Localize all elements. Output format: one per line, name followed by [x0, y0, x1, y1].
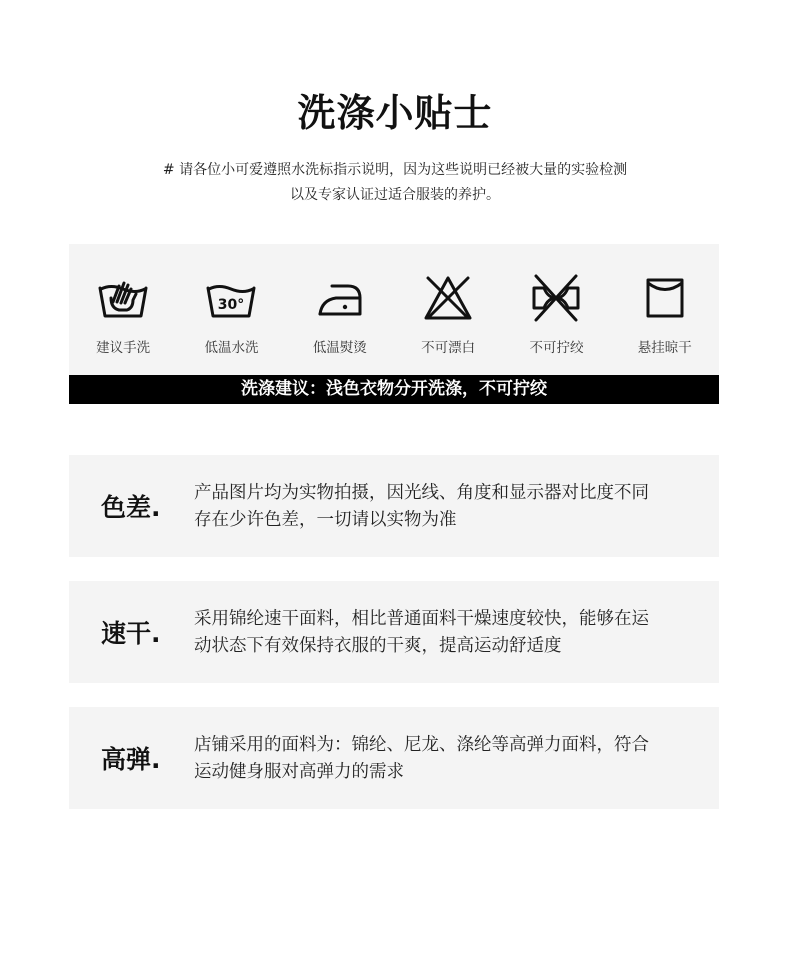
intro-line-1: # 请各位小可爱遵照水洗标指示说明，因为这些说明已经被大量的实验检测: [162, 162, 628, 178]
care-item-no-bleach: [394, 272, 502, 362]
note-text-line: 产品图片均为实物拍摄，因光线、角度和显示器对比度不同: [194, 483, 649, 503]
iron-low-icon: [314, 272, 366, 324]
note-card-quick-dry: [69, 581, 719, 683]
note-title: 高弹.: [101, 745, 161, 774]
care-item-hang-dry: [611, 272, 719, 362]
care-item-iron-low: [286, 272, 394, 362]
note-text: [194, 606, 714, 660]
note-text: [194, 480, 714, 534]
note-title: 色差.: [101, 493, 161, 522]
care-label: 不可拧绞: [529, 340, 584, 356]
care-symbols-row: [69, 272, 719, 362]
care-label: 建议手洗: [96, 340, 151, 356]
care-item-no-wring: [502, 272, 610, 362]
note-text: [194, 732, 714, 786]
note-text-line: 采用锦纶速干面料，相比普通面料干燥速度较快，能够在运: [194, 609, 649, 629]
washing-advice-bar: 洗涤建议：浅色衣物分开洗涤，不可拧绞: [69, 375, 719, 404]
care-item-hand-wash: [69, 272, 177, 362]
care-item-wash-30: [177, 272, 285, 362]
note-text-line: 店铺采用的面料为：锦纶、尼龙、涤纶等高弹力面料，符合: [194, 735, 649, 755]
note-title: 速干.: [101, 619, 161, 648]
page-title: 洗涤小贴士: [297, 91, 493, 135]
note-text-line: 存在少许色差，一切请以实物为准: [194, 510, 457, 530]
care-label: 不可漂白: [421, 340, 476, 356]
wash-30-icon: [205, 272, 257, 324]
care-label: 低温水洗: [204, 340, 259, 356]
wash-temperature-text: 30°: [218, 297, 245, 313]
note-text-line: 运动健身服对高弹力的需求: [194, 762, 404, 782]
intro-text: [0, 158, 790, 208]
note-card-high-elasticity: [69, 707, 719, 809]
care-symbols-panel: [69, 244, 719, 404]
note-card-color-difference: [69, 455, 719, 557]
no-bleach-icon: [422, 272, 474, 324]
care-label: 悬挂晾干: [637, 340, 692, 356]
note-text-line: 动状态下有效保持衣服的干爽，提高运动舒适度: [194, 636, 562, 656]
care-label: 低温熨烫: [312, 340, 367, 356]
hang-dry-icon: [639, 272, 691, 324]
no-wring-icon: [530, 272, 582, 324]
hand-wash-icon: [97, 272, 149, 324]
intro-line-2: 以及专家认证过适合服装的养护。: [290, 187, 500, 203]
